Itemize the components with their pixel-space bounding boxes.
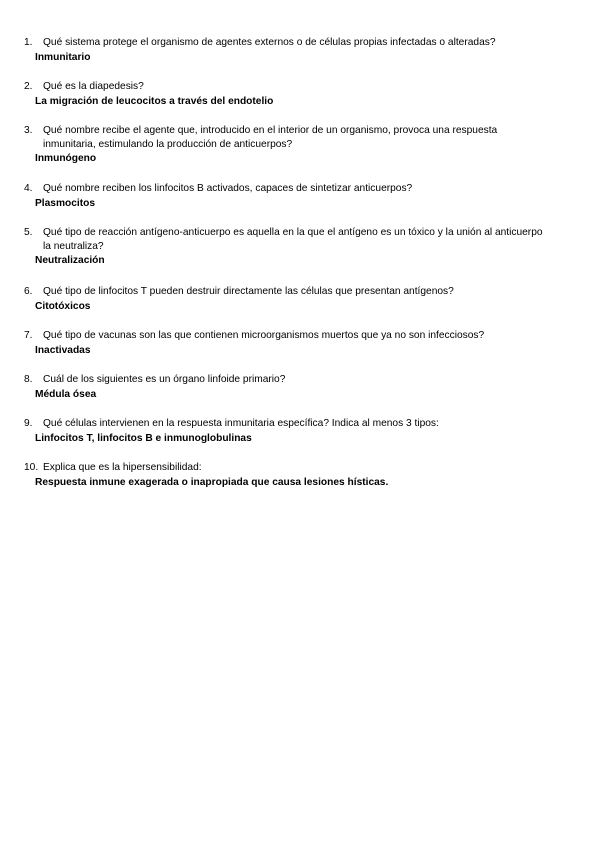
question-item-9 (0, 417, 600, 445)
question-number: 1. (24, 37, 33, 48)
answer-text: Inactivadas (35, 344, 91, 356)
question-number: 3. (24, 125, 33, 136)
question-text: 9. Qué células intervienen en la respuesta inmunitaria específica? Indica al menos 3 tipos: (24, 418, 439, 429)
question-number: 8. (24, 374, 33, 385)
answer-text: La migración de leucocitos a través del endotelio (35, 95, 274, 107)
question-number: 2. (24, 81, 33, 92)
question-number: 5. (24, 227, 33, 238)
question-number: 9. (24, 418, 33, 429)
question-item-6 (0, 285, 600, 313)
question-number: 4. (24, 183, 33, 194)
question-text: 10. Explica que es la hipersensibilidad: (24, 462, 202, 473)
answer-text: Médula ósea (35, 388, 97, 400)
answer-text: Neutralización (35, 255, 105, 267)
question-number: 7. (24, 330, 33, 341)
answer-text: Citotóxicos (35, 300, 91, 312)
question-item-7 (0, 329, 600, 357)
question-item-3 (0, 124, 600, 166)
question-text: 7. Qué tipo de vacunas son las que contienen microorganismos muertos que ya no son infecciosos? (24, 330, 485, 341)
question-text: 4. Qué nombre reciben los linfocitos B activados, capaces de sintetizar anticuerpos? (24, 183, 413, 194)
question-text: 2. Qué es la diapedesis? (24, 81, 144, 92)
answer-text: Respuesta inmune exagerada o inapropiada que causa lesiones hísticas. (35, 476, 389, 488)
question-text: 1. Qué sistema protege el organismo de agentes externos o de células propias infectadas o alteradas? (24, 37, 496, 48)
question-item-10 (0, 461, 600, 489)
question-item-2 (0, 80, 600, 108)
question-text: 8. Cuál de los siguientes es un órgano linfoide primario? (24, 374, 286, 385)
answer-text: Inmunitario (35, 51, 91, 63)
question-text: 3. Qué nombre recibe el agente que, introducido en el interior de un organismo, provoca una respuesta inmunitaria, estimulando la producción de anticuerpos? (24, 125, 498, 150)
question-item-5 (0, 226, 600, 268)
answer-text: Inmunógeno (35, 153, 97, 165)
question-item-8 (0, 373, 600, 401)
question-text: 5. Qué tipo de reacción antígeno-anticuerpo es aquella en la que el antígeno es un tóxico y la unión al anticuerpo la neutraliza? (24, 227, 543, 252)
question-item-4 (0, 182, 600, 210)
question-number: 6. (24, 286, 33, 297)
question-item-1 (0, 36, 600, 64)
answer-text: Plasmocitos (35, 197, 96, 209)
question-text: 6. Qué tipo de linfocitos T pueden destruir directamente las células que presentan antígenos? (24, 286, 454, 297)
answer-text: Linfocitos T, linfocitos B e inmunoglobulinas (35, 432, 252, 444)
question-number: 10. (24, 462, 39, 473)
